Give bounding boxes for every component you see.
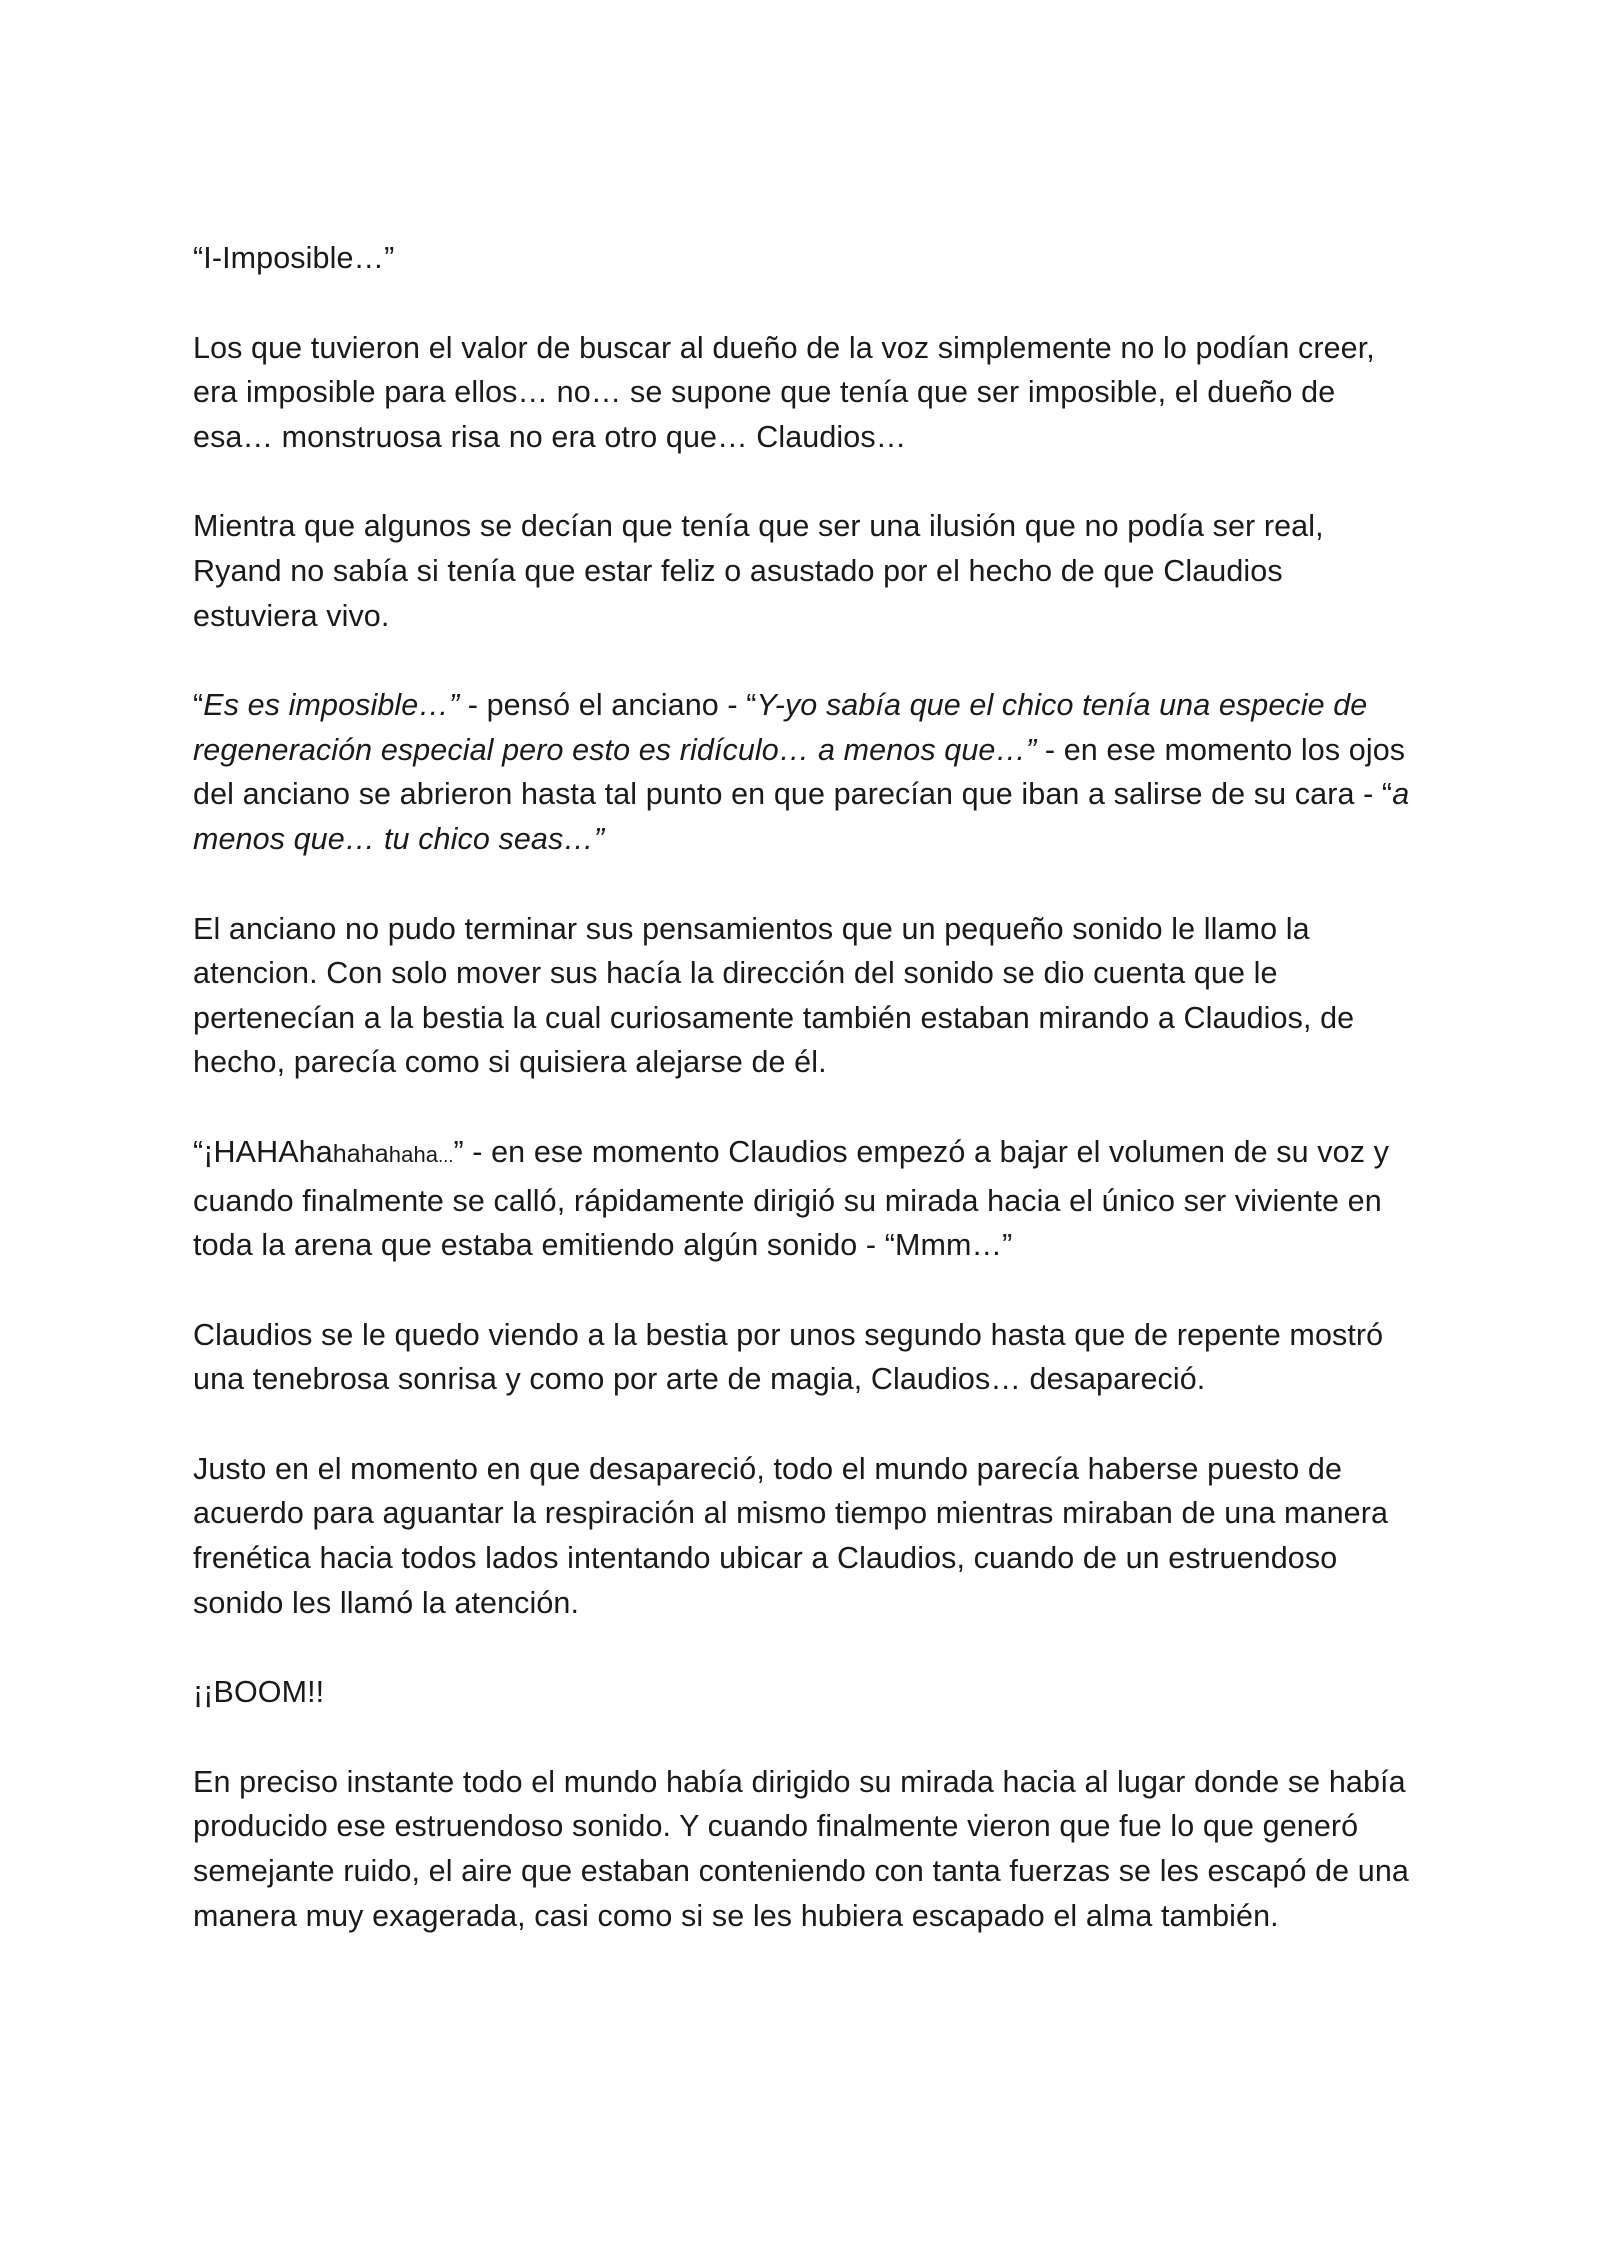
narrative-text: ” - en ese momento Claudios empezó a bajar el volumen de su voz y cuando finalmente se calló, rápidamente dirigió su mirada hacia el único ser viviente en toda la arena que estaba emitiendo algún sonido - “Mmm…” (193, 1134, 1389, 1263)
paragraph-1 (193, 236, 1413, 281)
paragraph-4 (193, 683, 1413, 861)
quote-open: “ (193, 688, 204, 723)
narrative-text: Mientra que algunos se decían que tenía que ser una ilusión que no podía ser real, Ryand no sabía si tenía que estar feliz o asustado por el hecho de que Claudios estuviera vivo. (193, 509, 1324, 633)
laugh-text-fading: haha (388, 1141, 439, 1167)
narrative-text: Los que tuvieron el valor de buscar al dueño de la voz simplemente no lo podían creer, era imposible para ellos… no… se supone que tenía que ser imposible, el dueño de esa… monstruosa risa no era otro que… Claudios… (193, 330, 1375, 454)
laugh-text-fading: haha (332, 1139, 389, 1168)
document-page (193, 236, 1413, 1938)
paragraph-3 (193, 504, 1413, 638)
thought-text: Y-yo sabía que el chico tenía una especie de regeneración especial pero esto es ridículo… a menos que…” (193, 688, 1368, 767)
paragraph-9 (193, 1670, 1413, 1715)
narrative-text: Claudios se le quedo viendo a la bestia por unos segundo hasta que de repente mostró una tenebrosa sonrisa y como por arte de magia, Claudios… desapareció. (193, 1317, 1384, 1397)
laugh-text: “¡HAHAha (193, 1134, 333, 1169)
laugh-text-fading: ... (438, 1145, 454, 1166)
paragraph-10 (193, 1760, 1413, 1938)
narrative-text: - en ese momento los ojos del anciano se abrieron hasta tal punto en que parecían que iban a salirse de su cara - “ (193, 732, 1406, 812)
paragraph-7 (193, 1313, 1413, 1402)
paragraph-5 (193, 907, 1413, 1085)
thought-text: a menos que… tu chico seas…” (193, 777, 1410, 856)
thought-text: Es es imposible…” (203, 688, 460, 723)
narrative-text: Justo en el momento en que desapareció, todo el mundo parecía haberse puesto de acuerdo para aguantar la respiración al mismo tiempo mientras miraban de una manera frenética hacia todos lados intentando ubicar a Claudios, cuando de un estruendoso sonido les llamó la atención. (193, 1451, 1389, 1620)
paragraph-8 (193, 1447, 1413, 1625)
narrative-text: El anciano no pudo terminar sus pensamientos que un pequeño sonido le llamo la atencion. Con solo mover sus hacía la dirección del sonido se dio cuenta que le pertenecían a la bestia la cual curiosamente también estaban mirando a Claudios, de hecho, parecía como si quisiera alejarse de él. (193, 911, 1355, 1080)
paragraph-6 (193, 1130, 1413, 1268)
narrative-text: En preciso instante todo el mundo había dirigido su mirada hacia al lugar donde se había producido ese estruendoso sonido. Y cuando finalmente vieron que fue lo que generó semejante ruido, el aire que estaban conteniendo con tanta fuerzas se les escapó de una manera muy exagerada, casi como si se les hubiera escapado el alma también. (193, 1764, 1409, 1933)
dialogue-text: “I-Imposible…” (193, 241, 395, 275)
narrative-text: - pensó el anciano - “ (459, 688, 757, 723)
sound-effect-text: ¡¡BOOM!! (193, 1675, 325, 1710)
paragraph-2 (193, 326, 1413, 460)
